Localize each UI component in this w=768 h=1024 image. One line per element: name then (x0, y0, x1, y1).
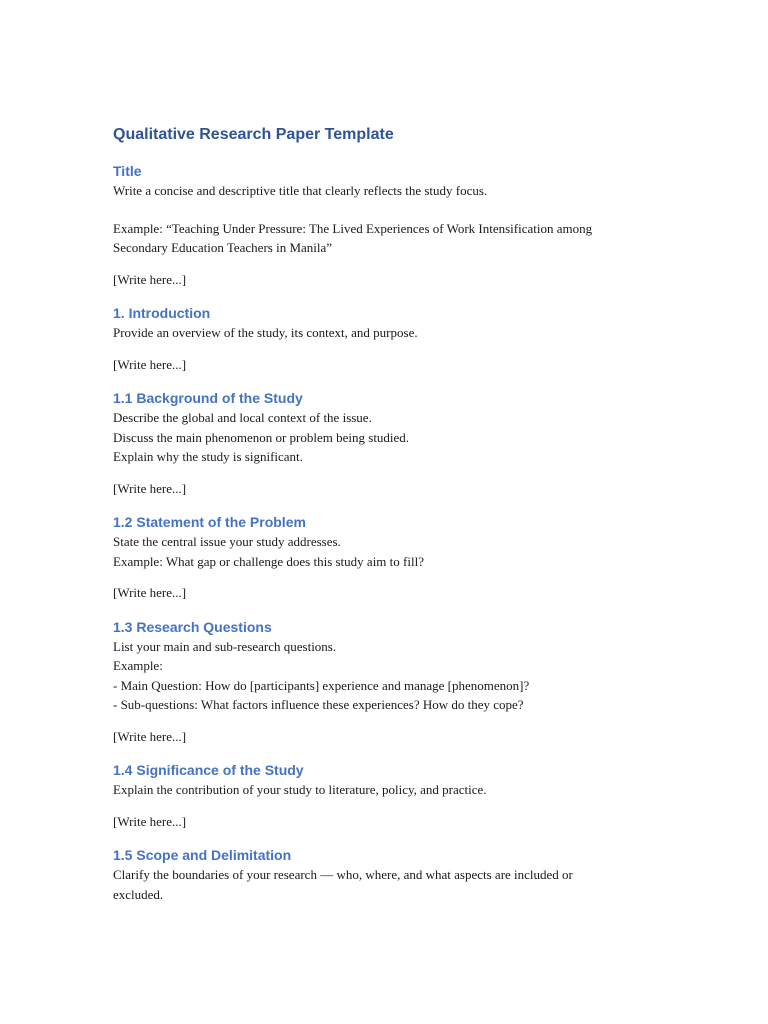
section-title-example-line-1: Example: “Teaching Under Pressure: The Lived Experiences of Work Intensification among (113, 220, 593, 236)
section-heading-introduction: 1. Introduction (113, 305, 211, 321)
section-problem-placeholder[interactable]: [Write here...] (113, 585, 187, 600)
section-heading-title: Title (113, 163, 142, 179)
section-questions-line-1: List your main and sub-research questions. (113, 638, 337, 654)
section-introduction (113, 303, 673, 374)
section-background-line-2: Discuss the main phenomenon or problem being studied. (113, 429, 410, 445)
section-background-line-3: Explain why the study is significant. (113, 449, 303, 464)
section-scope (113, 845, 673, 904)
section-questions (113, 617, 673, 747)
section-questions-placeholder[interactable]: [Write here...] (113, 728, 187, 744)
section-background-line-1: Describe the global and local context of the issue. (113, 410, 372, 425)
section-heading-significance: 1.4 Significance of the Study (113, 762, 304, 778)
section-introduction-placeholder[interactable]: [Write here...] (113, 356, 187, 372)
section-questions-line-3: - Main Question: How do [participants] experience and manage [phenomenon]? (113, 677, 530, 693)
section-significance-placeholder[interactable]: [Write here...] (113, 813, 187, 829)
section-title-placeholder[interactable]: [Write here...] (113, 271, 187, 287)
section-significance (113, 760, 673, 831)
section-title (113, 161, 673, 289)
section-problem-line-1: State the central issue your study addresses. (113, 534, 341, 549)
section-heading-scope: 1.5 Scope and Delimitation (113, 847, 292, 863)
section-scope-line-2: excluded. (113, 886, 164, 902)
section-scope-line-1: Clarify the boundaries of your research — who, where, and what aspects are included or (113, 867, 573, 882)
section-significance-line-1: Explain the contribution of your study to literature, policy, and practice. (113, 782, 487, 797)
section-heading-problem: 1.2 Statement of the Problem (113, 514, 306, 530)
section-background-placeholder[interactable]: [Write here...] (113, 480, 187, 496)
document-content (113, 124, 673, 904)
section-title-line-1: Write a concise and descriptive title that clearly reflects the study focus. (113, 183, 488, 198)
section-problem (113, 512, 673, 603)
section-questions-line-2: Example: (113, 658, 163, 673)
section-heading-questions: 1.3 Research Questions (113, 618, 272, 635)
section-problem-line-2: Example: What gap or challenge does this study aim to fill? (113, 553, 424, 569)
section-background (113, 388, 673, 498)
document-title: Qualitative Research Paper Template (113, 126, 394, 143)
section-introduction-line-1: Provide an overview of the study, its context, and purpose. (113, 325, 418, 340)
section-questions-line-4: - Sub-questions: What factors influence these experiences? How do they cope? (113, 697, 524, 712)
section-heading-background: 1.1 Background of the Study (113, 390, 303, 406)
section-title-example-line-2: Secondary Education Teachers in Manila” (113, 240, 333, 255)
